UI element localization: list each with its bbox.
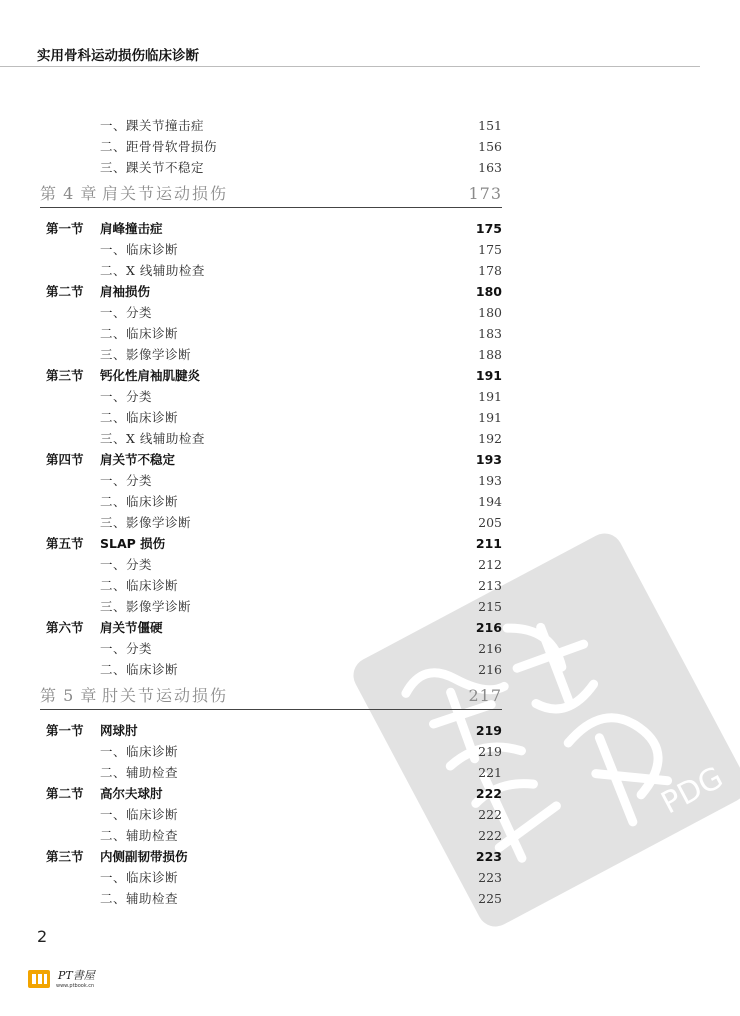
- section-number: 第五节: [46, 536, 84, 551]
- section-page: 180: [475, 284, 502, 299]
- subsection-page: 213: [478, 578, 502, 593]
- logo-url: www.ptbook.cn: [56, 983, 95, 989]
- subsection-label: 一、分类: [100, 389, 153, 404]
- chapter-number: 第 4 章: [40, 184, 98, 203]
- section-number: 第三节: [46, 368, 84, 383]
- subsection-label: 二、临床诊断: [100, 578, 179, 593]
- section-page: 191: [475, 368, 502, 383]
- section-number: 第一节: [46, 723, 84, 738]
- running-header: 实用骨科运动损伤临床诊断: [37, 48, 199, 64]
- section-entry[interactable]: [46, 366, 502, 386]
- subsection-entry[interactable]: [100, 639, 502, 659]
- subsection-label: 一、临床诊断: [100, 242, 179, 257]
- section-number: 第一节: [46, 221, 84, 236]
- subsection-label: 二、临床诊断: [100, 326, 179, 341]
- section-page: 211: [475, 536, 502, 551]
- subsection-entry[interactable]: [100, 868, 502, 888]
- page-number: 2: [37, 927, 48, 946]
- section-number: 第三节: [46, 849, 84, 864]
- chapter-page: 217: [468, 686, 502, 705]
- subsection-label: 一、临床诊断: [100, 744, 179, 759]
- subsection-page: 222: [478, 828, 502, 843]
- pdg-mark: PDG: [655, 760, 730, 822]
- subsection-page: 216: [478, 662, 502, 677]
- chapter-heading[interactable]: [40, 181, 502, 209]
- subsection-page: 215: [478, 599, 502, 614]
- section-entry[interactable]: [46, 847, 502, 867]
- subsection-label: 二、临床诊断: [100, 410, 179, 425]
- subsection-label: 二、辅助检查: [100, 828, 179, 843]
- subsection-entry[interactable]: [100, 742, 502, 762]
- chapter-page: 173: [468, 184, 502, 203]
- chapter-heading[interactable]: [40, 683, 502, 711]
- subsection-entry[interactable]: [100, 471, 502, 491]
- chapter-number: 第 5 章: [40, 686, 98, 705]
- subsection-page: 219: [478, 744, 502, 759]
- subsection-label: 一、分类: [100, 305, 153, 320]
- subsection-page: 188: [478, 347, 502, 362]
- section-title: 高尔夫球肘: [100, 786, 163, 801]
- subsection-page: 205: [478, 515, 502, 530]
- chapter-title: 肩关节运动损伤: [102, 184, 229, 203]
- section-title: 网球肘: [100, 723, 138, 738]
- subsection-page: 183: [478, 326, 502, 341]
- section-page: 193: [475, 452, 502, 467]
- subsection-entry[interactable]: [100, 555, 502, 575]
- subsection-entry[interactable]: [100, 597, 502, 617]
- section-title: 肩峰撞击症: [100, 221, 163, 236]
- subsection-page: 191: [478, 410, 502, 425]
- section-page: 219: [475, 723, 502, 738]
- subsection-label: 一、踝关节撞击症: [100, 118, 205, 133]
- section-entry[interactable]: [46, 450, 502, 470]
- subsection-page: 178: [478, 263, 502, 278]
- subsection-label: 三、影像学诊断: [100, 515, 192, 530]
- subsection-entry[interactable]: [100, 116, 502, 136]
- subsection-entry[interactable]: [100, 345, 502, 365]
- section-entry[interactable]: [46, 282, 502, 302]
- subsection-entry[interactable]: [100, 763, 502, 783]
- section-title: 肩关节僵硬: [100, 620, 163, 635]
- subsection-page: 191: [478, 389, 502, 404]
- subsection-page: 225: [478, 891, 502, 906]
- subsection-label: 一、临床诊断: [100, 870, 179, 885]
- section-page: 216: [475, 620, 502, 635]
- section-title: SLAP 损伤: [100, 536, 166, 551]
- logo-text: PT書屋: [58, 969, 95, 982]
- subsection-label: 一、临床诊断: [100, 807, 179, 822]
- subsection-page: 151: [478, 118, 502, 133]
- subsection-label: 三、X 线辅助检查: [100, 431, 205, 446]
- subsection-page: 221: [478, 765, 502, 780]
- subsection-entry[interactable]: [100, 576, 502, 596]
- subsection-entry[interactable]: [100, 303, 502, 323]
- subsection-page: 194: [478, 494, 502, 509]
- subsection-label: 三、影像学诊断: [100, 599, 192, 614]
- subsection-entry[interactable]: [100, 513, 502, 533]
- subsection-entry[interactable]: [100, 408, 502, 428]
- subsection-page: 212: [478, 557, 502, 572]
- subsection-page: 193: [478, 473, 502, 488]
- subsection-entry[interactable]: [100, 889, 502, 909]
- subsection-label: 二、临床诊断: [100, 662, 179, 677]
- section-entry[interactable]: [46, 534, 502, 554]
- subsection-entry[interactable]: [100, 387, 502, 407]
- subsection-entry[interactable]: [100, 240, 502, 260]
- section-entry[interactable]: [46, 784, 502, 804]
- subsection-label: 二、辅助检查: [100, 765, 179, 780]
- subsection-entry[interactable]: [100, 137, 502, 157]
- subsection-label: 一、分类: [100, 557, 153, 572]
- subsection-entry[interactable]: [100, 429, 502, 449]
- subsection-page: 216: [478, 641, 502, 656]
- subsection-label: 二、临床诊断: [100, 494, 179, 509]
- subsection-label: 二、辅助检查: [100, 891, 179, 906]
- section-title: 内侧副韧带损伤: [100, 849, 188, 864]
- subsection-label: 一、分类: [100, 641, 153, 656]
- section-number: 第二节: [46, 284, 84, 299]
- section-entry[interactable]: [46, 219, 502, 239]
- subsection-entry[interactable]: [100, 324, 502, 344]
- subsection-entry[interactable]: [100, 492, 502, 512]
- section-entry[interactable]: [46, 721, 502, 741]
- chapter-title: 肘关节运动损伤: [102, 686, 229, 705]
- subsection-entry[interactable]: [100, 826, 502, 846]
- subsection-page: 156: [478, 139, 502, 154]
- section-page: 222: [475, 786, 502, 801]
- subsection-page: 180: [478, 305, 502, 320]
- subsection-page: 175: [478, 242, 502, 257]
- chapter-rule: [40, 709, 502, 710]
- subsection-entry[interactable]: [100, 261, 502, 281]
- subsection-label: 二、X 线辅助检查: [100, 263, 205, 278]
- subsection-page: 222: [478, 807, 502, 822]
- section-title: 肩关节不稳定: [100, 452, 176, 467]
- section-number: 第二节: [46, 786, 84, 801]
- chapter-rule: [40, 207, 502, 208]
- section-page: 223: [475, 849, 502, 864]
- subsection-label: 三、踝关节不稳定: [100, 160, 205, 175]
- subsection-entry[interactable]: [100, 158, 502, 178]
- subsection-entry[interactable]: [100, 805, 502, 825]
- section-page: 175: [475, 221, 502, 236]
- subsection-page: 223: [478, 870, 502, 885]
- section-number: 第四节: [46, 452, 84, 467]
- section-title: 钙化性肩袖肌腱炎: [100, 368, 201, 383]
- subsection-label: 二、距骨骨软骨损伤: [100, 139, 218, 154]
- section-number: 第六节: [46, 620, 84, 635]
- subsection-page: 192: [478, 431, 502, 446]
- section-title: 肩袖损伤: [100, 284, 151, 299]
- subsection-label: 三、影像学诊断: [100, 347, 192, 362]
- subsection-entry[interactable]: [100, 660, 502, 680]
- section-entry[interactable]: [46, 618, 502, 638]
- subsection-page: 163: [478, 160, 502, 175]
- subsection-label: 一、分类: [100, 473, 153, 488]
